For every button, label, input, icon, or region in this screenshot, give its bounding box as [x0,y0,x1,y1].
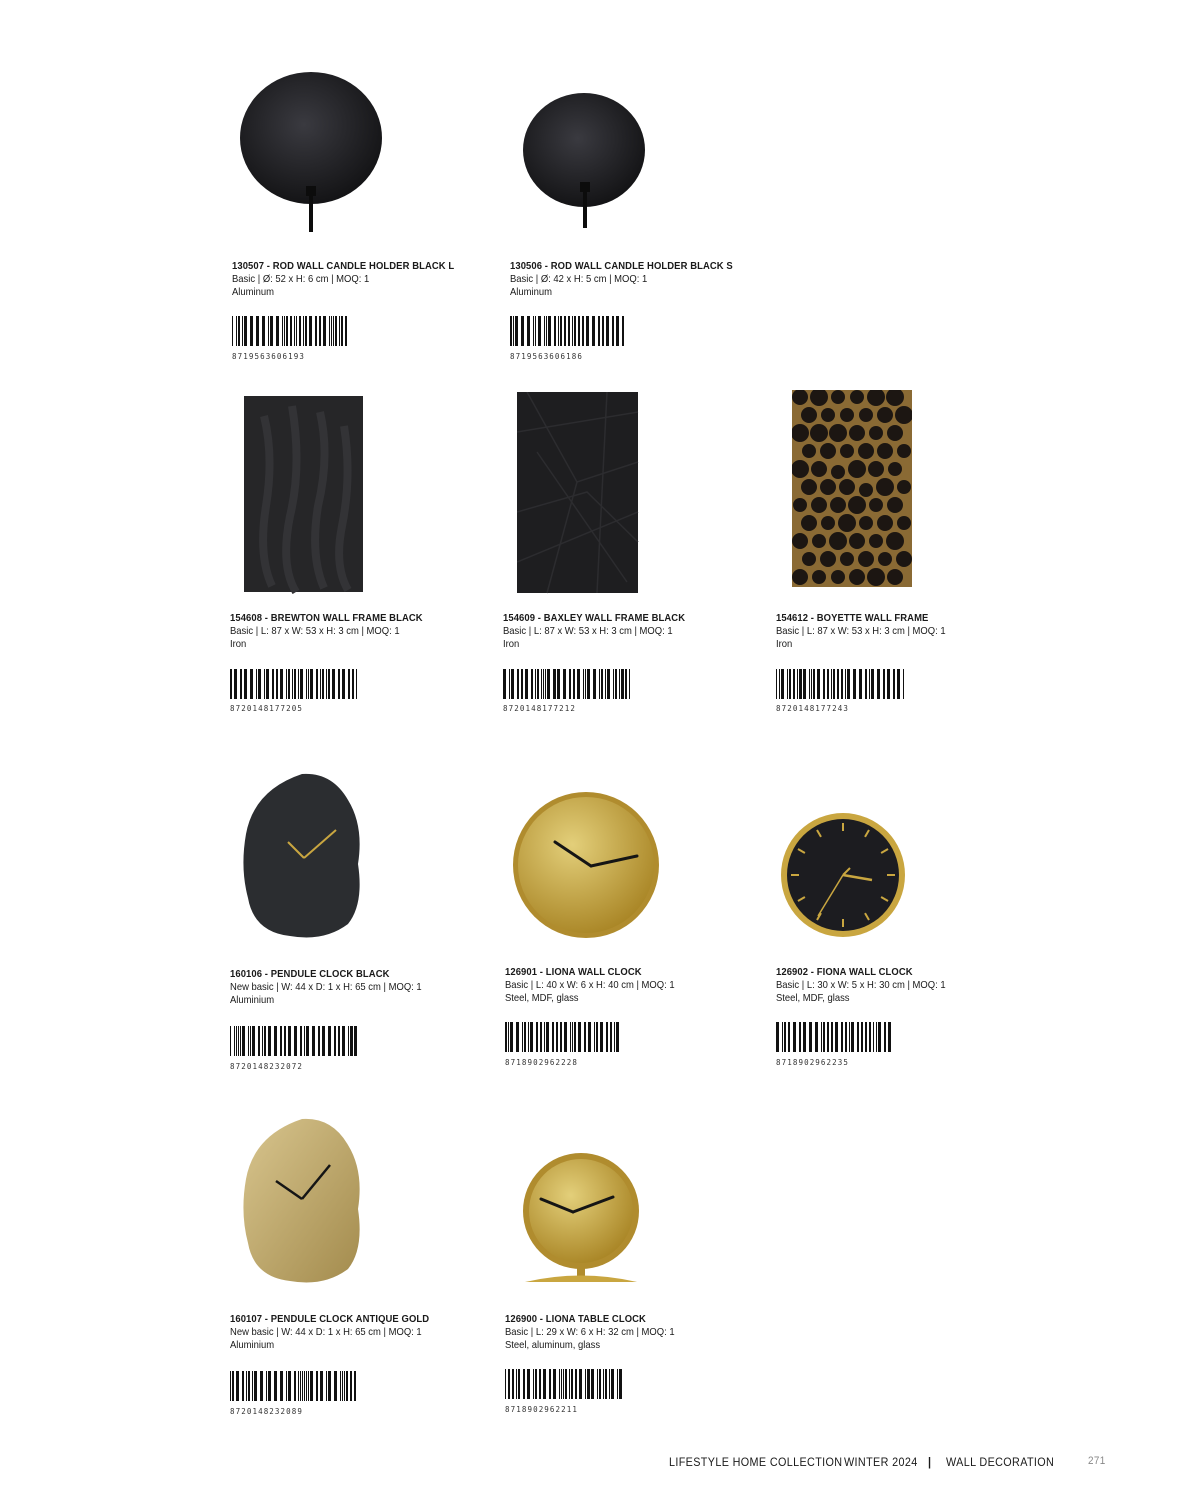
product-material: Iron [503,638,520,650]
product-title: 160106 - PENDULE CLOCK BLACK [230,968,390,980]
product-title: 154608 - BREWTON WALL FRAME BLACK [230,612,423,624]
product-specs: New basic | W: 44 x D: 1 x H: 65 cm | MOQ: 1 [230,1326,422,1338]
product-title: 154612 - BOYETTE WALL FRAME [776,612,929,624]
product-material: Aluminum [510,286,553,298]
gold-wall-clock-icon [511,790,661,940]
barcode [505,1022,623,1052]
barcode [232,316,350,346]
ean-number: 8718902962235 [776,1058,849,1067]
organic-clock-black-icon [240,772,368,942]
product-specs: Basic | L: 30 x W: 5 x H: 30 cm | MOQ: 1 [776,979,946,991]
round-candle-holder-small-icon [516,92,646,237]
product-material: Steel, MDF, glass [776,992,850,1004]
barcode [510,316,628,346]
black-wall-frame-lines-icon [517,392,639,594]
gold-black-dotted-frame-icon [792,390,912,588]
footer-season: WINTER 2024 [844,1455,918,1469]
product-material: Aluminum [232,286,275,298]
product-title: 160107 - PENDULE CLOCK ANTIQUE GOLD [230,1313,430,1325]
product-title: 126900 - LIONA TABLE CLOCK [505,1313,646,1325]
product-title: 126901 - LIONA WALL CLOCK [505,966,642,978]
ean-number: 8720148232072 [230,1062,303,1071]
product-specs: New basic | W: 44 x D: 1 x H: 65 cm | MOQ: 1 [230,981,422,993]
barcode [230,1026,360,1056]
ean-number: 8719563606186 [510,352,583,361]
barcode [776,1022,894,1052]
product-material: Aluminium [230,994,275,1006]
footer-separator: | [928,1455,932,1469]
barcode [230,669,360,699]
product-title: 130506 - ROD WALL CANDLE HOLDER BLACK S [510,260,733,272]
black-gold-wall-clock-icon [780,812,906,938]
product-specs: Basic | Ø: 42 x H: 5 cm | MOQ: 1 [510,273,648,285]
product-material: Iron [230,638,247,650]
product-title: 126902 - FIONA WALL CLOCK [776,966,913,978]
product-title: 154609 - BAXLEY WALL FRAME BLACK [503,612,686,624]
product-specs: Basic | Ø: 52 x H: 6 cm | MOQ: 1 [232,273,370,285]
barcode [776,669,906,699]
product-title: 130507 - ROD WALL CANDLE HOLDER BLACK L [232,260,455,272]
ean-number: 8720148177205 [230,704,303,713]
barcode [505,1369,623,1399]
product-specs: Basic | L: 87 x W: 53 x H: 3 cm | MOQ: 1 [776,625,946,637]
ean-number: 8718902962211 [505,1405,578,1414]
product-material: Iron [776,638,793,650]
ean-number: 8719563606193 [232,352,305,361]
product-specs: Basic | L: 40 x W: 6 x H: 40 cm | MOQ: 1 [505,979,675,991]
ean-number: 8718902962228 [505,1058,578,1067]
organic-clock-gold-icon [240,1117,368,1287]
product-material: Aluminium [230,1339,275,1351]
product-material: Steel, MDF, glass [505,992,579,1004]
footer-collection: LIFESTYLE HOME COLLECTION [669,1455,843,1469]
product-specs: Basic | L: 87 x W: 53 x H: 3 cm | MOQ: 1 [503,625,673,637]
barcode [503,669,633,699]
black-wall-frame-wave-icon [244,396,364,594]
product-specs: Basic | L: 87 x W: 53 x H: 3 cm | MOQ: 1 [230,625,400,637]
gold-table-clock-icon [519,1151,645,1285]
round-candle-holder-large-icon [236,66,386,236]
product-specs: Basic | L: 29 x W: 6 x H: 32 cm | MOQ: 1 [505,1326,675,1338]
ean-number: 8720148177212 [503,704,576,713]
product-material: Steel, aluminum, glass [505,1339,601,1351]
ean-number: 8720148177243 [776,704,849,713]
footer-section: WALL DECORATION [946,1455,1055,1469]
page-number: 271 [1088,1455,1106,1467]
ean-number: 8720148232089 [230,1407,303,1416]
barcode [230,1371,360,1401]
